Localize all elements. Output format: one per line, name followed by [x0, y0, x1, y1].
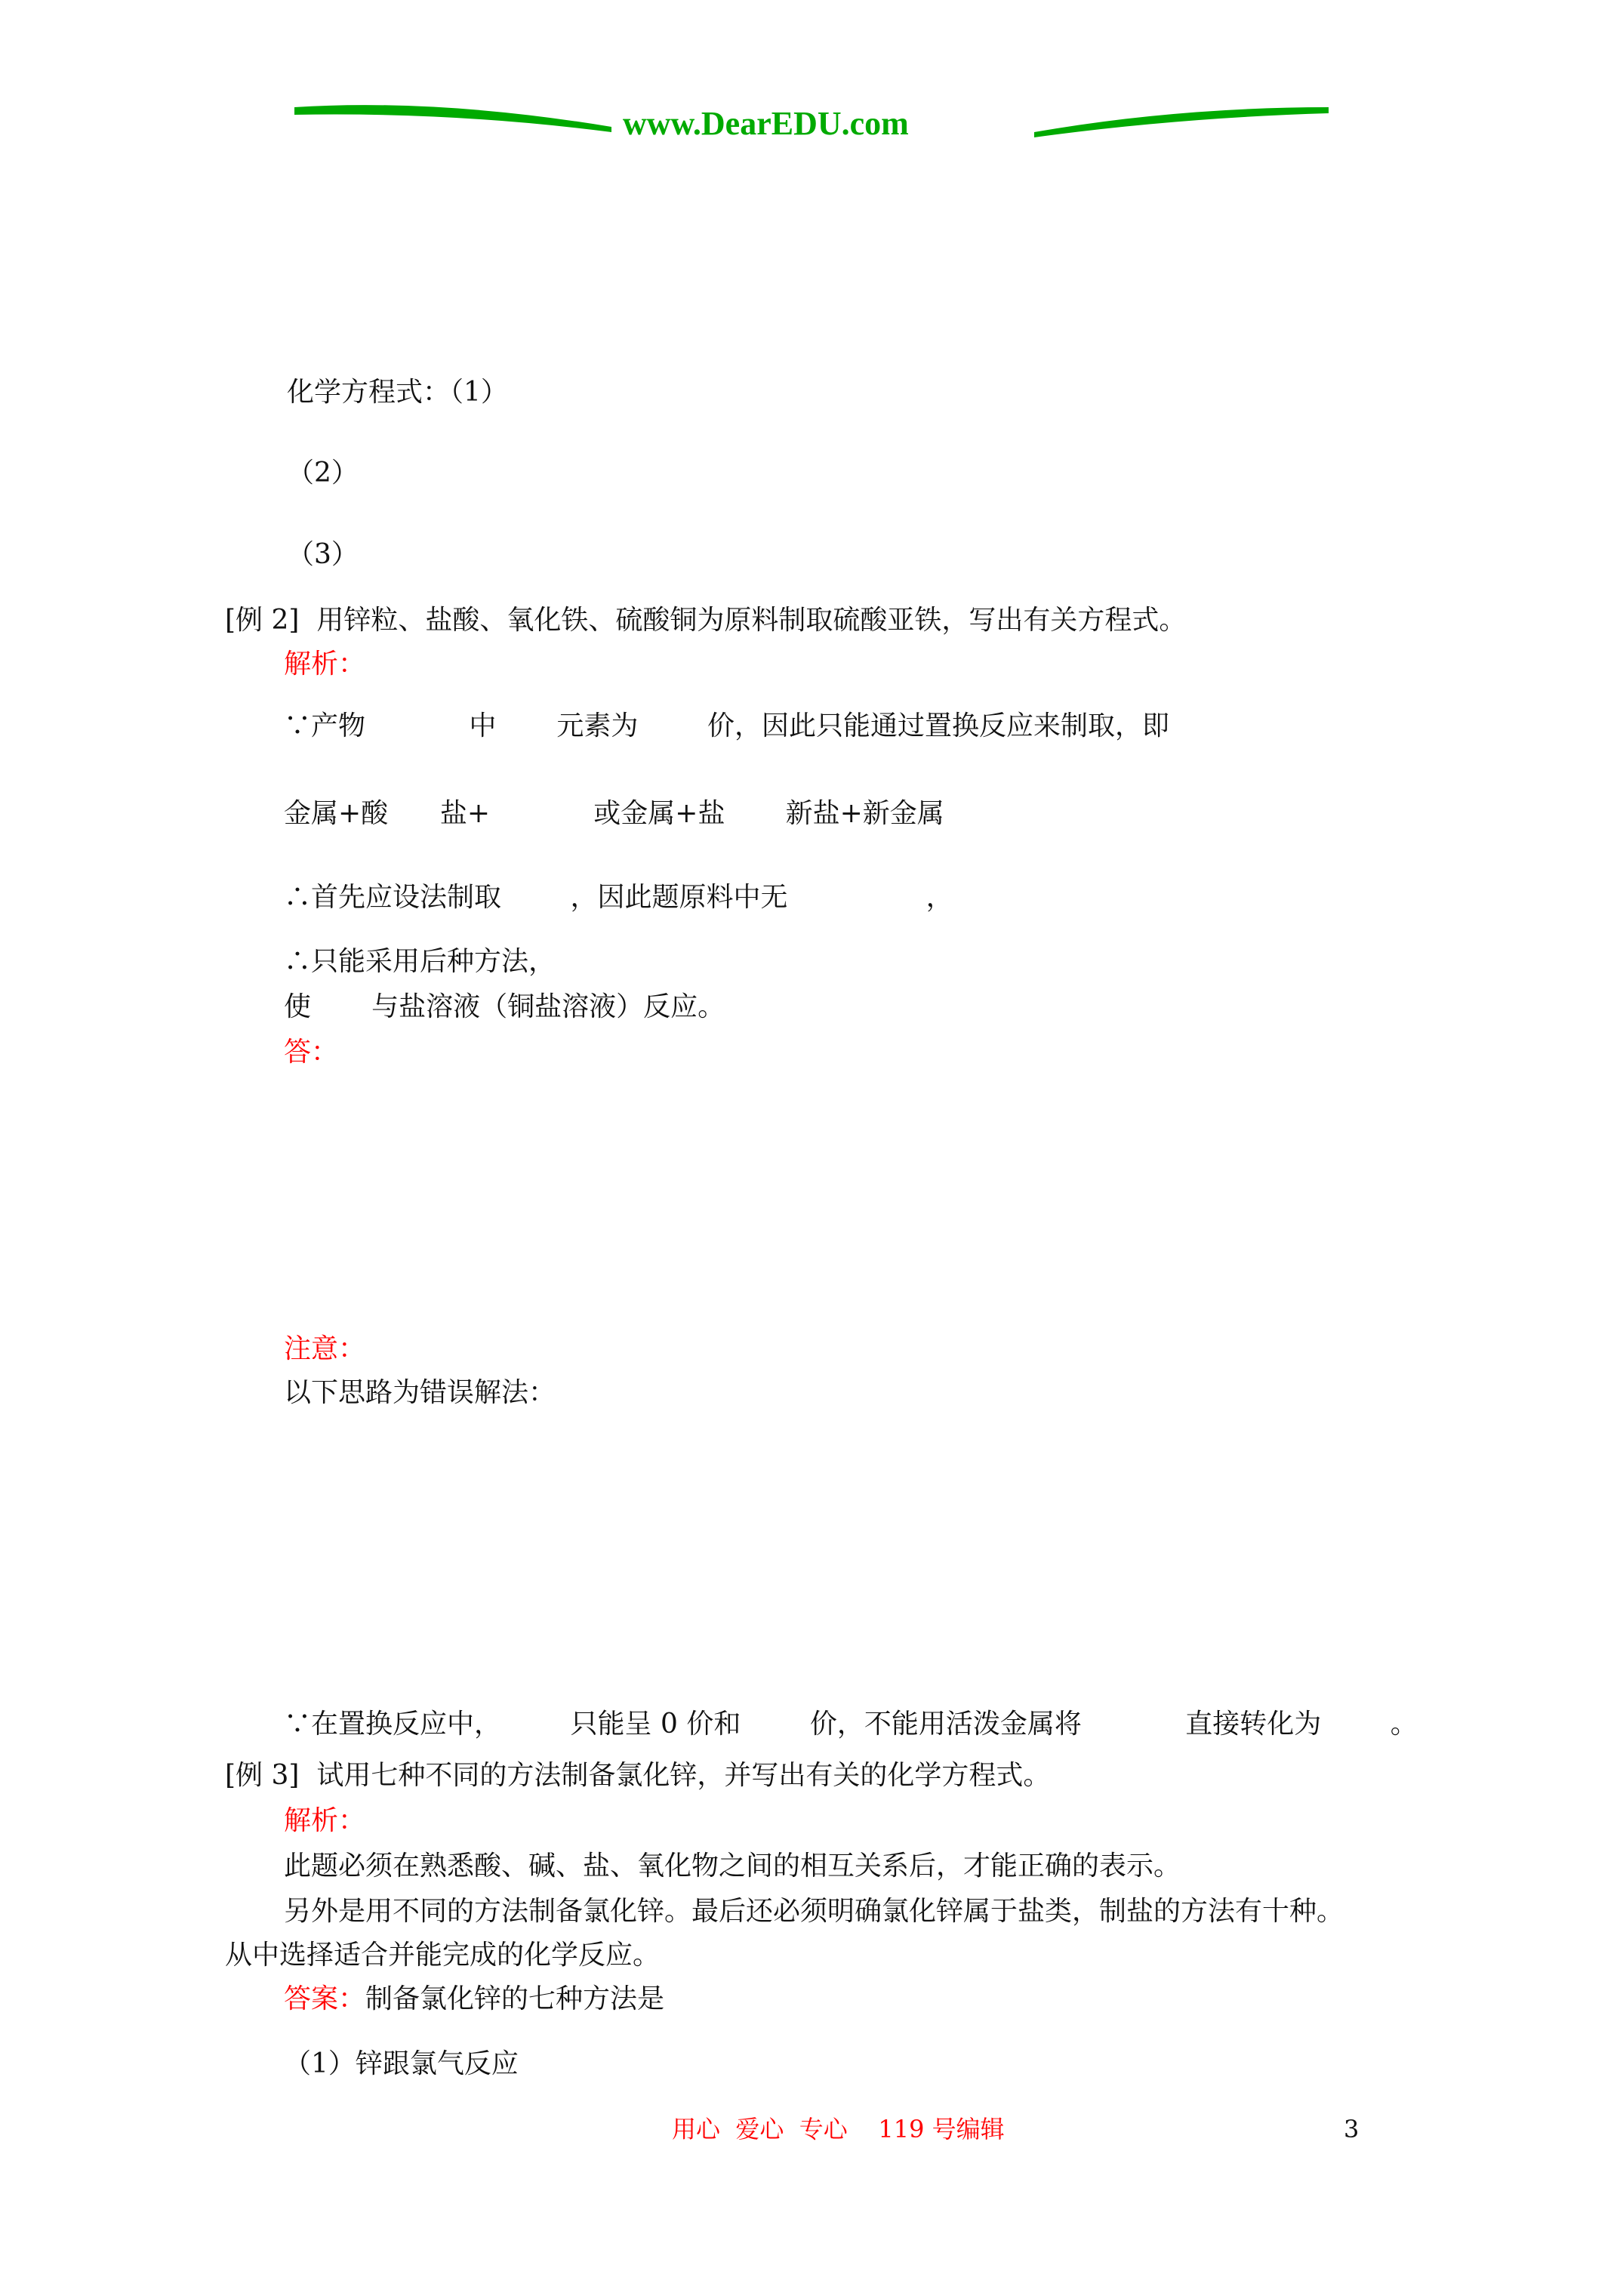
note-label: 注意： [284, 1333, 366, 1364]
example-2-title: [例 2] 用锌粒、盐酸、氧化铁、硫酸铜为原料制取硫酸亚铁，写出有关方程式。 [225, 605, 1187, 636]
answer-line [284, 1983, 664, 2016]
answer-text: 制备氯化锌的七种方法是 [365, 1983, 665, 2014]
reason-line-5: 使 与盐溶液（铜盐溶液）反应。 [284, 991, 725, 1022]
analysis-label: 解析： [284, 1805, 366, 1836]
analysis-text: 此题必须在熟悉酸、碱、盐、氧化物之间的相互关系后，才能正确的表示。 [284, 1851, 1181, 1881]
site-logo-text: www.DearEDU.com [623, 105, 909, 142]
reason-line-4: ∴只能采用后种方法， [284, 946, 556, 977]
equation-label: 化学方程式：（1） [287, 377, 508, 408]
example-3-title: [例 3] 试用七种不同的方法制备氯化锌，并写出有关的化学方程式。 [225, 1760, 1051, 1791]
analysis-label: 解析： [284, 649, 366, 680]
reason-line-1: ∵产物 中 元素为 价，因此只能通过置换反应来制取，即 [284, 710, 1169, 741]
analysis-text: 从中选择适合并能完成的化学反应。 [225, 1940, 661, 1971]
page-number: 3 [1344, 2115, 1360, 2143]
site-header-banner [287, 91, 1344, 151]
analysis-text: 另外是用不同的方法制备氯化锌。最后还必须明确氯化锌属于盐类，制盐的方法有十种。 [284, 1896, 1344, 1927]
reason-line-2: 金属+酸 盐+ 或金属+盐 新盐+新金属 [284, 798, 944, 829]
answer-label: 答： [284, 1037, 339, 1068]
note-text: 以下思路为错误解法： [284, 1377, 556, 1408]
answer-label: 答案： [284, 1983, 366, 2014]
green-swoosh-decoration [287, 91, 1344, 151]
method-1: （1）锌跟氯气反应 [284, 2048, 519, 2079]
wrong-reason-line: ∵在置换反应中， 只能呈 0 价和 价，不能用活泼金属将 直接转化为 。 [284, 1709, 1418, 1740]
footer-note: 用心 爱心 专心 119 号编辑 [672, 2115, 1005, 2143]
reason-line-3: ∴首先应设法制取 ，因此题原料中无 ， [284, 882, 953, 913]
equation-3: （3） [287, 539, 359, 570]
equation-2: （2） [287, 458, 359, 488]
